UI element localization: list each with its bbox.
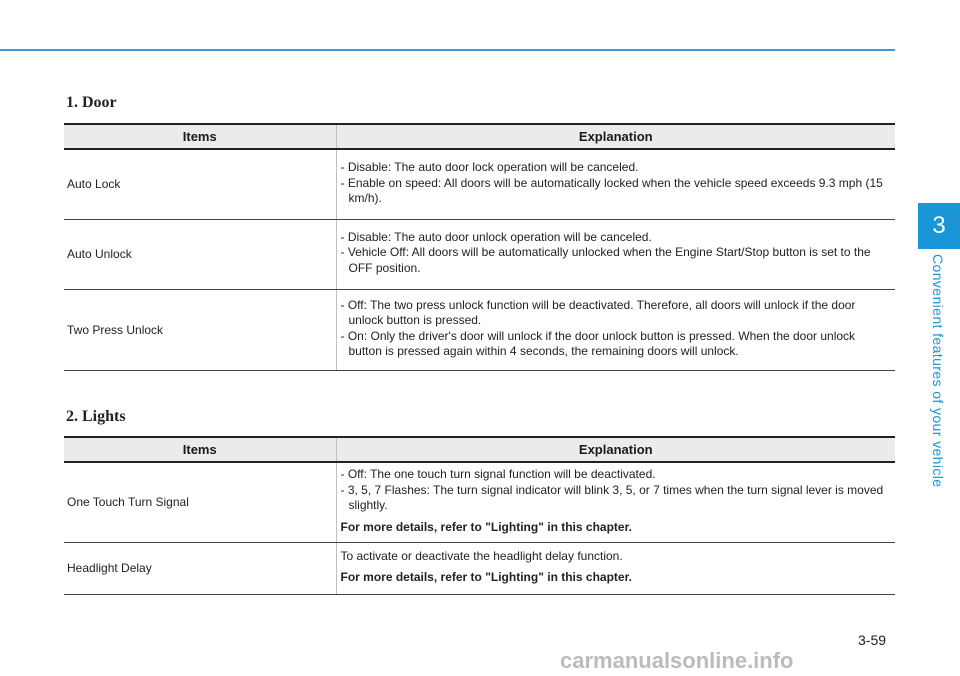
lights-settings-table: [64, 436, 895, 595]
reference-note: For more details, refer to "Lighting" in this chapter.: [340, 570, 632, 584]
header-items: Items: [64, 437, 336, 462]
explanation-line: - Off: The one touch turn signal function will be deactivated.: [340, 467, 656, 482]
table-row: [64, 462, 895, 542]
explanation-line: To activate or deactivate the headlight delay function.: [340, 548, 623, 563]
item-cell: Two Press Unlock: [64, 289, 336, 370]
chapter-tab: 3: [918, 203, 960, 249]
header-explanation: Explanation: [336, 437, 895, 462]
explanation-line: - Disable: The auto door lock operation will be canceled.: [340, 160, 639, 174]
table-header: [64, 437, 895, 462]
table-row: [64, 542, 895, 594]
explanation-line: - 3, 5, 7 Flashes: The turn signal indicator will blink 3, 5, or 7 times when the turn signal lever is moved slightly.: [340, 482, 884, 513]
top-rule: [0, 49, 895, 51]
explanation-line: - Enable on speed: All doors will be automatically locked when the vehicle speed exceeds 9.3 mph (15 km/h).: [340, 175, 883, 205]
header-items: Items: [64, 124, 336, 149]
chapter-label: Convenient features of your vehicle: [930, 254, 946, 488]
table-row: [64, 149, 895, 219]
watermark: carmanualsonline.info: [560, 648, 794, 673]
explanation-cell: [336, 542, 895, 594]
page-number: 3-59: [858, 632, 887, 648]
table-header: [64, 124, 895, 149]
explanation-line: - Disable: The auto door unlock operation will be canceled.: [340, 229, 652, 244]
section-title-lights: 2. Lights: [66, 408, 126, 425]
door-settings-table: [64, 123, 895, 371]
header-explanation: Explanation: [336, 124, 895, 149]
explanation-line: - Vehicle Off: All doors will be automatically unlocked when the Engine Start/Stop button is set to the OFF position.: [340, 245, 871, 275]
section-title-door: 1. Door: [66, 94, 117, 111]
explanation-cell: [336, 462, 895, 542]
item-cell: Auto Lock: [64, 149, 336, 219]
explanation-cell: [336, 219, 895, 289]
table-row: [64, 289, 895, 370]
item-cell: Headlight Delay: [64, 542, 336, 594]
item-cell: One Touch Turn Signal: [64, 462, 336, 542]
table-row: [64, 219, 895, 289]
explanation-line: - On: Only the driver's door will unlock if the door unlock button is pressed. When the door unlock button is pressed again within 4 seconds, the remaining doors will unlock.: [340, 328, 856, 358]
reference-note: For more details, refer to "Lighting" in this chapter.: [340, 519, 632, 534]
explanation-cell: [336, 149, 895, 219]
explanation-line: - Off: The two press unlock function will be deactivated. Therefore, all doors will unlock if the door unlock button is pressed.: [340, 297, 856, 327]
explanation-cell: [336, 289, 895, 370]
item-cell: Auto Unlock: [64, 219, 336, 289]
